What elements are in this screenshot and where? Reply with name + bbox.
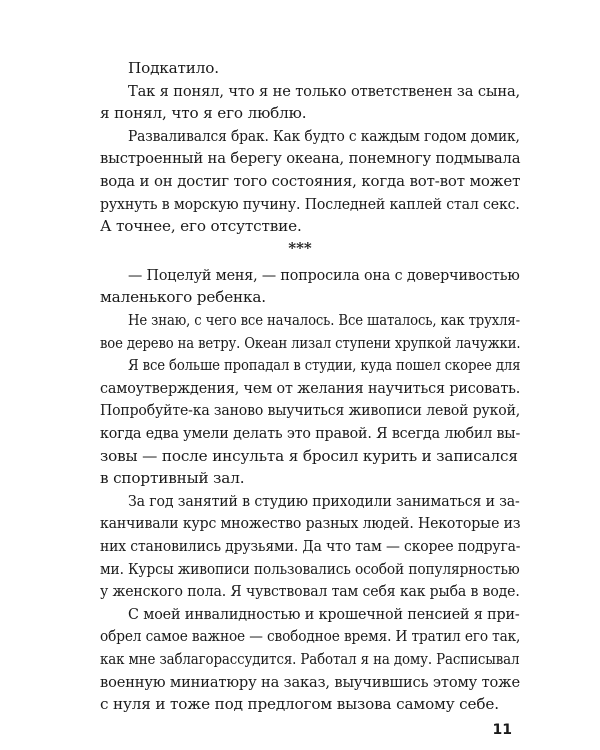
text-line: когда едва умели делать это правой. Я всегда любил вы-	[100, 424, 521, 442]
text-line: За год занятий в студию приходили заниматься и за-	[128, 491, 520, 510]
text-line: с нуля и тоже под предлогом вызова самому себе.	[100, 695, 499, 714]
text-line: обрел самое важное — свободное время. И тратил его так,	[100, 627, 521, 646]
text-line: Подкатило.	[128, 59, 219, 77]
text-line: военную миниатюру на заказ, выучившись этому тоже	[100, 672, 520, 691]
text-line: них становились друзьями. Да что там — скорее подруга-	[100, 537, 521, 555]
text-line: зовы — после инсульта я бросил курить и записался	[100, 446, 518, 465]
text-line: Разваливался брак. Как будто с каждым годом домик,	[128, 126, 520, 145]
page-number: 11	[492, 722, 512, 738]
text-line: у женского пола. Я чувствовал там себя как рыба в воде.	[100, 582, 520, 601]
text-line: вое дерево на ветру. Океан лизал ступени хрупкой лачужки.	[100, 333, 521, 352]
text-line: в спортивный зал.	[100, 469, 245, 488]
text-line: А точнее, его отсутствие.	[100, 217, 302, 236]
text-line: — Поцелуй меня, — попросила она с доверчивостью	[128, 265, 520, 284]
text-line: я понял, что я его люблю.	[100, 104, 307, 123]
text-line: Попробуйте-ка заново выучиться живописи левой рукой,	[100, 401, 521, 420]
text-line: Так я понял, что я не только ответственен за сына,	[128, 81, 521, 100]
text-line: канчивали курс множество разных людей. Некоторые из	[100, 514, 521, 533]
text-line: Не знаю, с чего все началось. Все шаталось, как трухля-	[128, 311, 520, 329]
text-line: ми. Курсы живописи пользовались особой популярностью	[100, 559, 520, 578]
text-line: как мне заблагорассудится. Работал я на дому. Расписывал	[100, 650, 520, 668]
text-line: маленького ребенка.	[100, 288, 266, 307]
text-line: С моей инвалидностью и крошечной пенсией я при-	[128, 604, 520, 623]
text-line: выстроенный на берегу океана, понемногу подмывала	[100, 149, 521, 168]
text-line: вода и он достиг того состояния, когда вот-вот может	[100, 172, 521, 190]
text-line: рухнуть в морскую пучину. Последней каплей стал секс.	[100, 194, 520, 213]
text-line: Я все больше пропадал в студии, куда пошел скорее для	[128, 356, 521, 375]
text-line: самоутверждения, чем от желания научиться рисовать.	[100, 378, 521, 397]
section-separator: ***	[288, 238, 312, 257]
